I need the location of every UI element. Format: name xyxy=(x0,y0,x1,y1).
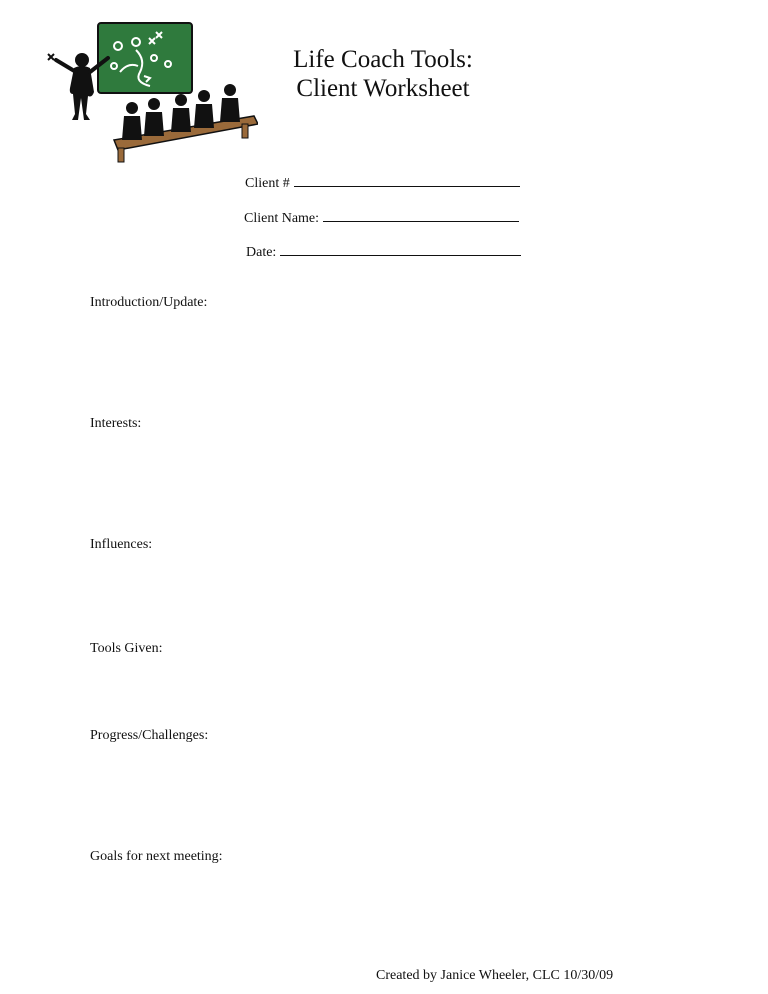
footer-credit: Created by Janice Wheeler, CLC 10/30/09 xyxy=(376,968,614,983)
title-line-1: Life Coach Tools: xyxy=(293,46,473,73)
date-blank[interactable] xyxy=(280,241,521,256)
section-introduction-update: Introduction/Update: xyxy=(90,295,208,310)
section-progress-challenges: Progress/Challenges: xyxy=(90,728,209,743)
client-name-field xyxy=(244,207,519,228)
section-influences: Influences: xyxy=(90,537,153,552)
title-line-2: Client Worksheet xyxy=(296,75,470,102)
coach-chalkboard-clipart xyxy=(44,20,258,164)
worksheet-title xyxy=(270,45,496,103)
client-number-blank[interactable] xyxy=(294,172,520,187)
client-name-label: Client Name: xyxy=(244,211,320,226)
client-number-field xyxy=(245,172,520,193)
client-name-blank[interactable] xyxy=(323,207,519,222)
section-goals-next-meeting: Goals for next meeting: xyxy=(90,849,223,864)
section-tools-given: Tools Given: xyxy=(90,641,163,656)
section-interests: Interests: xyxy=(90,416,142,431)
client-number-label: Client # xyxy=(245,176,290,191)
date-label: Date: xyxy=(246,245,277,260)
date-field xyxy=(246,241,521,262)
